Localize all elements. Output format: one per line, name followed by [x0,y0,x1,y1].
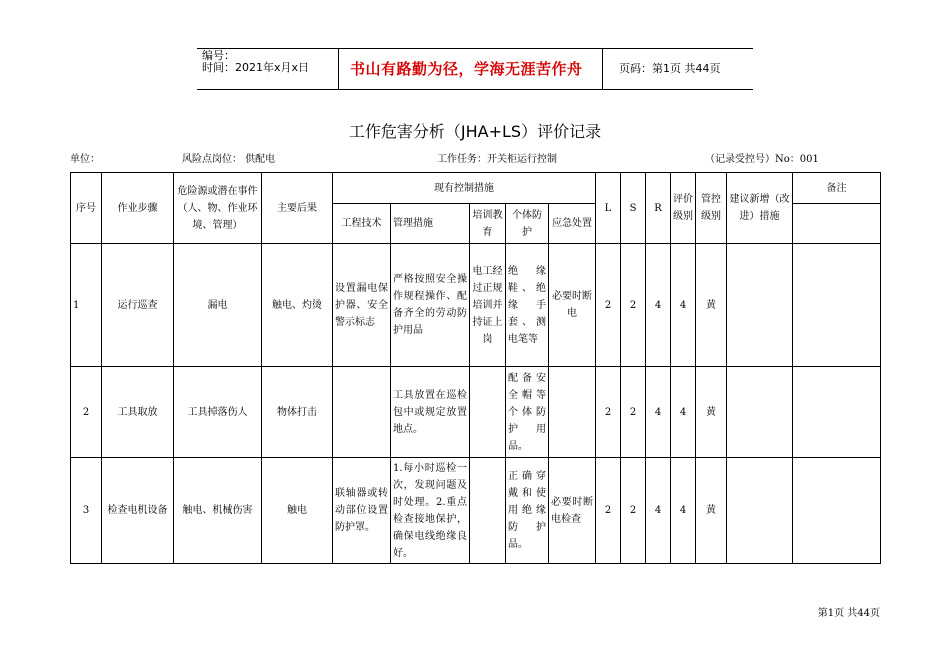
header-divider [602,49,603,89]
header-controls-group: 现有控制措施 [333,173,596,204]
header-control-level: 管控级别 [696,173,727,244]
header-remark: 备注 [793,173,881,204]
code-label: 编号： [202,49,235,62]
row-remark [793,244,881,367]
page-title: 工作危害分析（JHA+LS）评价记录 [348,122,602,141]
row-suggestion [727,244,793,367]
header-motto: 书山有路勤为径，学海无涯苦作舟 [350,60,583,78]
row-hazard: 漏电 [174,244,262,367]
row-step: 运行巡查 [102,244,174,367]
row-ppe: 正确穿戴和使用绝缘防护品。 [506,458,549,564]
row-consequence: 物体打击 [262,367,333,458]
row-engineering: 设置漏电保护器、安全警示标志 [333,244,391,367]
header-s: S [621,173,646,244]
row-r: 4 [646,367,671,458]
row-hazard: 触电、机械伤害 [174,458,262,564]
row-s: 2 [621,244,646,367]
row-eval-level: 4 [671,244,696,367]
row-seq: 2 [71,367,102,458]
row-remark [793,367,881,458]
header-suggestion: 建议新增（改进）措施 [727,173,793,244]
time-text: 时间：2021年x月x日 [202,61,310,74]
header-r: R [646,173,671,244]
row-consequence: 触电、灼烫 [262,244,333,367]
row-management: 工具放置在巡检包中或规定放置地点。 [391,367,470,458]
header-left [202,50,309,74]
row-eval-level: 4 [671,367,696,458]
row-management: 严格按照安全操作规程操作、配备齐全的劳动防护用品 [391,244,470,367]
row-suggestion [727,458,793,564]
row-ppe: 绝缘鞋、绝缘手套、测电笔等 [506,244,549,367]
header-eval-level: 评价级别 [671,173,696,244]
header-training: 培训教育 [470,204,506,244]
row-seq: 3 [71,458,102,564]
table-row [71,367,881,458]
header-management: 管理措施 [391,204,470,244]
header-l: L [596,173,621,244]
document-header [197,48,753,90]
row-emergency: 必要时断电检查 [549,458,596,564]
row-control-level: 黄 [696,458,727,564]
row-ppe: 配备安全帽等个体防护用品。 [506,367,549,458]
header-emergency: 应急处置 [549,204,596,244]
row-l: 2 [596,367,621,458]
row-remark [793,458,881,564]
row-emergency: 必要时断电 [549,244,596,367]
row-s: 2 [621,458,646,564]
row-engineering [333,367,391,458]
header-step: 作业步骤 [102,173,174,244]
row-engineering: 联轴器或转动部位设置防护罩。 [333,458,391,564]
row-l: 2 [596,458,621,564]
row-control-level: 黄 [696,244,727,367]
row-eval-level: 4 [671,458,696,564]
row-consequence: 触电 [262,458,333,564]
row-suggestion [727,367,793,458]
header-page-number: 页码：第1页 共44页 [619,62,721,75]
header-hazard: 危险源或潜在事件（人、物、作业环境、管理） [174,173,262,244]
row-r: 4 [646,244,671,367]
row-training [470,458,506,564]
row-control-level: 黄 [696,367,727,458]
header-remark-blank [793,204,881,244]
row-step: 工具取放 [102,367,174,458]
header-seq: 序号 [71,173,102,244]
row-step: 检查电机设备 [102,458,174,564]
jha-evaluation-table [70,172,881,564]
row-training: 电工经过正规培训并持证上岗 [470,244,506,367]
unit-label: 单位： [70,154,100,165]
row-management: 1.每小时巡检一次，发现问题及时处理。2.重点检查接地保护，确保电线绝缘良好。 [391,458,470,564]
row-training [470,367,506,458]
page-footer: 第1页 共44页 [817,608,880,619]
record-number: （记录受控号）No：001 [705,154,819,165]
table-row [71,458,881,564]
table-row [71,244,881,367]
header-ppe: 个体防护 [506,204,549,244]
row-seq: 1 [71,244,102,367]
row-l: 2 [596,244,621,367]
header-consequence: 主要后果 [262,173,333,244]
row-hazard: 工具掉落伤人 [174,367,262,458]
row-emergency [549,367,596,458]
header-engineering: 工程技术 [333,204,391,244]
post-label: 风险点岗位： 供配电 [182,154,276,165]
row-s: 2 [621,367,646,458]
row-r: 4 [646,458,671,564]
task-label: 工作任务：开关柜运行控制 [437,154,557,165]
